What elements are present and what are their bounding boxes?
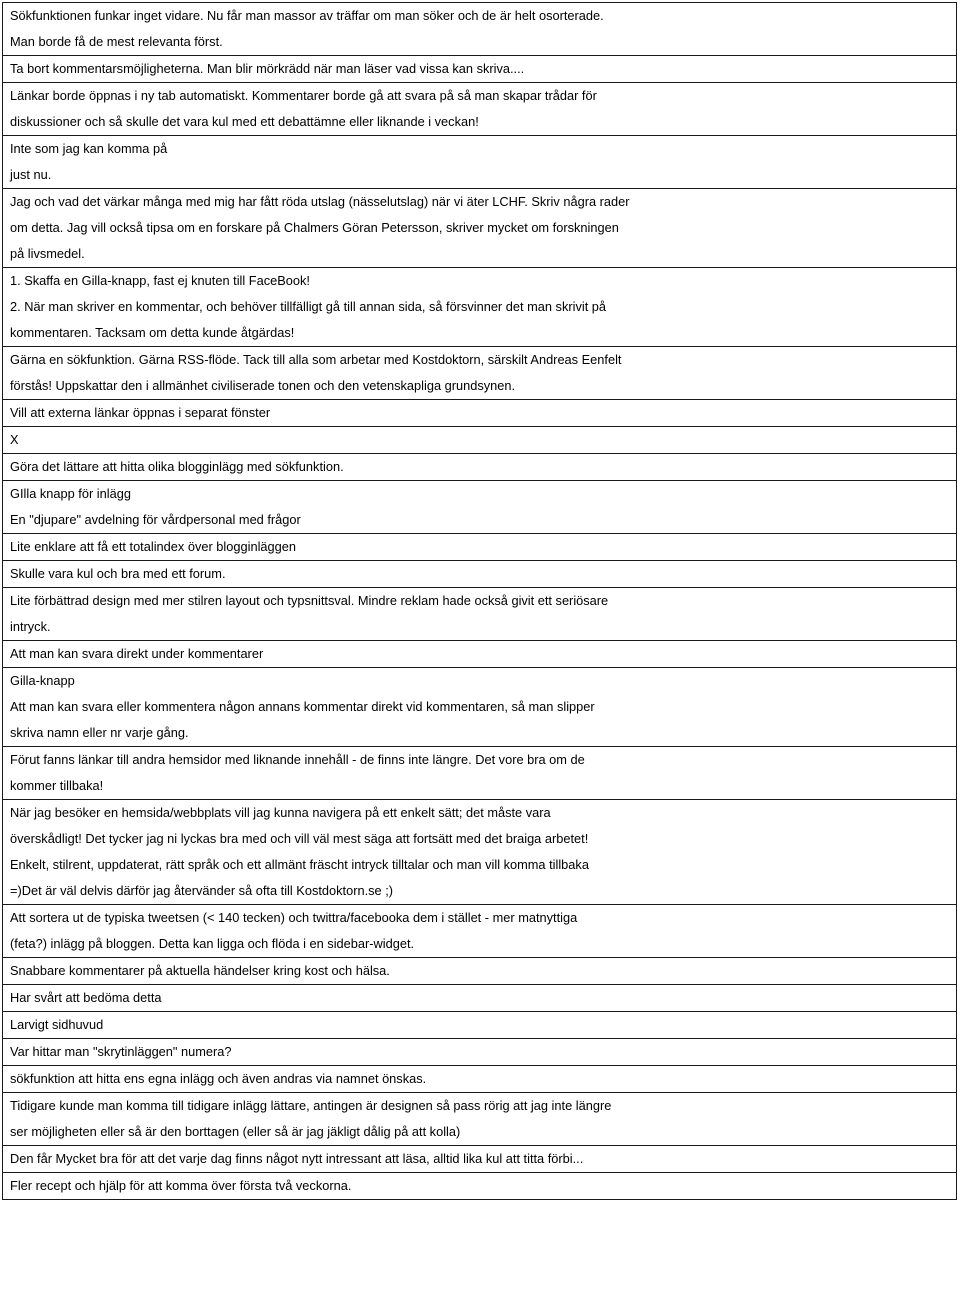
- table-row: [3, 1012, 957, 1039]
- table-row: [3, 668, 957, 747]
- feedback-cell: [3, 1146, 957, 1173]
- feedback-text-line: överskådligt! Det tycker jag ni lyckas bra med och vill väl mest säga att fortsätt med det braiga arbetet!: [10, 831, 589, 846]
- feedback-text-line: förstås! Uppskattar den i allmänhet civiliserade tonen och den vetenskapliga grundsynen.: [10, 378, 516, 393]
- feedback-text-line: Lite enklare att få ett totalindex över blogginläggen: [10, 539, 296, 554]
- feedback-cell: [3, 268, 957, 347]
- feedback-text-line: Länkar borde öppnas i ny tab automatiskt. Kommentarer borde gå att svara på så man skapar trådar för: [10, 88, 597, 103]
- table-row: [3, 136, 957, 189]
- feedback-text-line: kommer tillbaka!: [10, 778, 104, 793]
- feedback-text-line: Att man kan svara direkt under kommentarer: [10, 646, 264, 661]
- feedback-cell: [3, 1012, 957, 1039]
- table-row: [3, 481, 957, 534]
- feedback-cell: [3, 1066, 957, 1093]
- feedback-text-line: intryck.: [10, 619, 51, 634]
- feedback-text-line: Lite förbättrad design med mer stilren layout och typsnittsval. Mindre reklam hade också givit ett seriösare: [10, 593, 609, 608]
- feedback-cell: [3, 985, 957, 1012]
- feedback-text-line: Förut fanns länkar till andra hemsidor med liknande innehåll - de finns inte längre. Det vore bra om de: [10, 752, 585, 767]
- feedback-cell: [3, 136, 957, 189]
- feedback-cell: [3, 561, 957, 588]
- table-row: [3, 800, 957, 905]
- table-row: [3, 427, 957, 454]
- feedback-text-line: Sökfunktionen funkar inget vidare. Nu får man massor av träffar om man söker och de är helt osorterade.: [10, 8, 604, 23]
- feedback-cell: [3, 454, 957, 481]
- feedback-text-line: Larvigt sidhuvud: [10, 1017, 104, 1032]
- feedback-cell: [3, 189, 957, 268]
- feedback-text-line: just nu.: [10, 167, 52, 182]
- table-row: [3, 561, 957, 588]
- feedback-text-line: X: [10, 432, 19, 447]
- feedback-text-line: Att man kan svara eller kommentera någon annans kommentar direkt vid kommentaren, så man slipper: [10, 699, 595, 714]
- feedback-text-line: Var hittar man "skrytinläggen" numera?: [10, 1044, 232, 1059]
- feedback-cell: [3, 534, 957, 561]
- table-row: [3, 189, 957, 268]
- feedback-cell: [3, 1173, 957, 1200]
- table-row: [3, 747, 957, 800]
- feedback-text-line: Vill att externa länkar öppnas i separat fönster: [10, 405, 271, 420]
- feedback-text-line: Gilla-knapp: [10, 673, 75, 688]
- feedback-cell: [3, 668, 957, 747]
- feedback-text-line: Den får Mycket bra för att det varje dag finns något nytt intressant att läsa, alltid lika kul att titta förbi...: [10, 1151, 584, 1166]
- feedback-text-line: Gärna en sökfunktion. Gärna RSS-flöde. Tack till alla som arbetar med Kostdoktorn, särskilt Andreas Eenfelt: [10, 352, 622, 367]
- feedback-text-line: Att sortera ut de typiska tweetsen (< 140 tecken) och twittra/facebooka dem i stället - mer matnyttiga: [10, 910, 578, 925]
- feedback-cell: [3, 588, 957, 641]
- table-row: [3, 985, 957, 1012]
- feedback-text-line: på livsmedel.: [10, 246, 85, 261]
- feedback-cell: [3, 958, 957, 985]
- feedback-table: [2, 2, 957, 1200]
- feedback-text-line: skriva namn eller nr varje gång.: [10, 725, 189, 740]
- feedback-cell: [3, 427, 957, 454]
- table-row: [3, 83, 957, 136]
- feedback-text-line: ser möjligheten eller så är den borttagen (eller så är jag jäkligt dålig på att kolla): [10, 1124, 461, 1139]
- feedback-text-line: Man borde få de mest relevanta först.: [10, 34, 223, 49]
- table-row: [3, 1146, 957, 1173]
- feedback-table-body: [3, 3, 957, 1200]
- feedback-cell: [3, 1093, 957, 1146]
- feedback-cell: [3, 83, 957, 136]
- feedback-cell: [3, 56, 957, 83]
- table-row: [3, 400, 957, 427]
- feedback-text-line: Inte som jag kan komma på: [10, 141, 168, 156]
- feedback-text-line: När jag besöker en hemsida/webbplats vill jag kunna navigera på ett enkelt sätt; det måste vara: [10, 805, 551, 820]
- feedback-text-line: om detta. Jag vill också tipsa om en forskare på Chalmers Göran Petersson, skriver mycket om forskningen: [10, 220, 619, 235]
- feedback-text-line: 1. Skaffa en Gilla-knapp, fast ej knuten till FaceBook!: [10, 273, 310, 288]
- feedback-text-line: Skulle vara kul och bra med ett forum.: [10, 566, 226, 581]
- feedback-text-line: (feta?) inlägg på bloggen. Detta kan ligga och flöda i en sidebar-widget.: [10, 936, 415, 951]
- feedback-text-line: diskussioner och så skulle det vara kul med ett debattämne eller liknande i veckan!: [10, 114, 479, 129]
- feedback-cell: [3, 905, 957, 958]
- feedback-text-line: sökfunktion att hitta ens egna inlägg och även andras via namnet önskas.: [10, 1071, 427, 1086]
- table-row: [3, 3, 957, 56]
- feedback-text-line: Tidigare kunde man komma till tidigare inlägg lättare, antingen är designen så pass rörig att jag inte längre: [10, 1098, 612, 1113]
- feedback-cell: [3, 3, 957, 56]
- feedback-cell: [3, 747, 957, 800]
- feedback-text-line: Ta bort kommentarsmöjligheterna. Man blir mörkrädd när man läser vad vissa kan skriva....: [10, 61, 525, 76]
- feedback-text-line: Har svårt att bedöma detta: [10, 990, 162, 1005]
- table-row: [3, 454, 957, 481]
- feedback-cell: [3, 400, 957, 427]
- feedback-text-line: Snabbare kommentarer på aktuella händelser kring kost och hälsa.: [10, 963, 390, 978]
- table-row: [3, 958, 957, 985]
- feedback-cell: [3, 800, 957, 905]
- feedback-cell: [3, 641, 957, 668]
- feedback-text-line: kommentaren. Tacksam om detta kunde åtgärdas!: [10, 325, 295, 340]
- feedback-text-line: Göra det lättare att hitta olika blogginlägg med sökfunktion.: [10, 459, 344, 474]
- feedback-text-line: Jag och vad det värkar många med mig har fått röda utslag (nässelutslag) när vi äter LCHF. Skriv några rader: [10, 194, 630, 209]
- feedback-text-line: Fler recept och hjälp för att komma över första två veckorna.: [10, 1178, 352, 1193]
- table-row: [3, 905, 957, 958]
- table-row: [3, 1066, 957, 1093]
- feedback-text-line: En "djupare" avdelning för vårdpersonal med frågor: [10, 512, 301, 527]
- table-row: [3, 588, 957, 641]
- table-row: [3, 534, 957, 561]
- table-row: [3, 268, 957, 347]
- feedback-cell: [3, 481, 957, 534]
- feedback-text-line: 2. När man skriver en kommentar, och behöver tillfälligt gå till annan sida, så försvinner det man skrivit på: [10, 299, 607, 314]
- table-row: [3, 1093, 957, 1146]
- table-row: [3, 641, 957, 668]
- feedback-cell: [3, 347, 957, 400]
- table-row: [3, 56, 957, 83]
- feedback-text-line: Enkelt, stilrent, uppdaterat, rätt språk och ett allmänt fräscht intryck tilltalar och man vill komma tillbaka: [10, 857, 589, 872]
- feedback-cell: [3, 1039, 957, 1066]
- feedback-text-line: =)Det är väl delvis därför jag återvänder så ofta till Kostdoktorn.se ;): [10, 883, 394, 898]
- feedback-text-line: GIlla knapp för inlägg: [10, 486, 131, 501]
- table-row: [3, 1173, 957, 1200]
- table-row: [3, 1039, 957, 1066]
- table-row: [3, 347, 957, 400]
